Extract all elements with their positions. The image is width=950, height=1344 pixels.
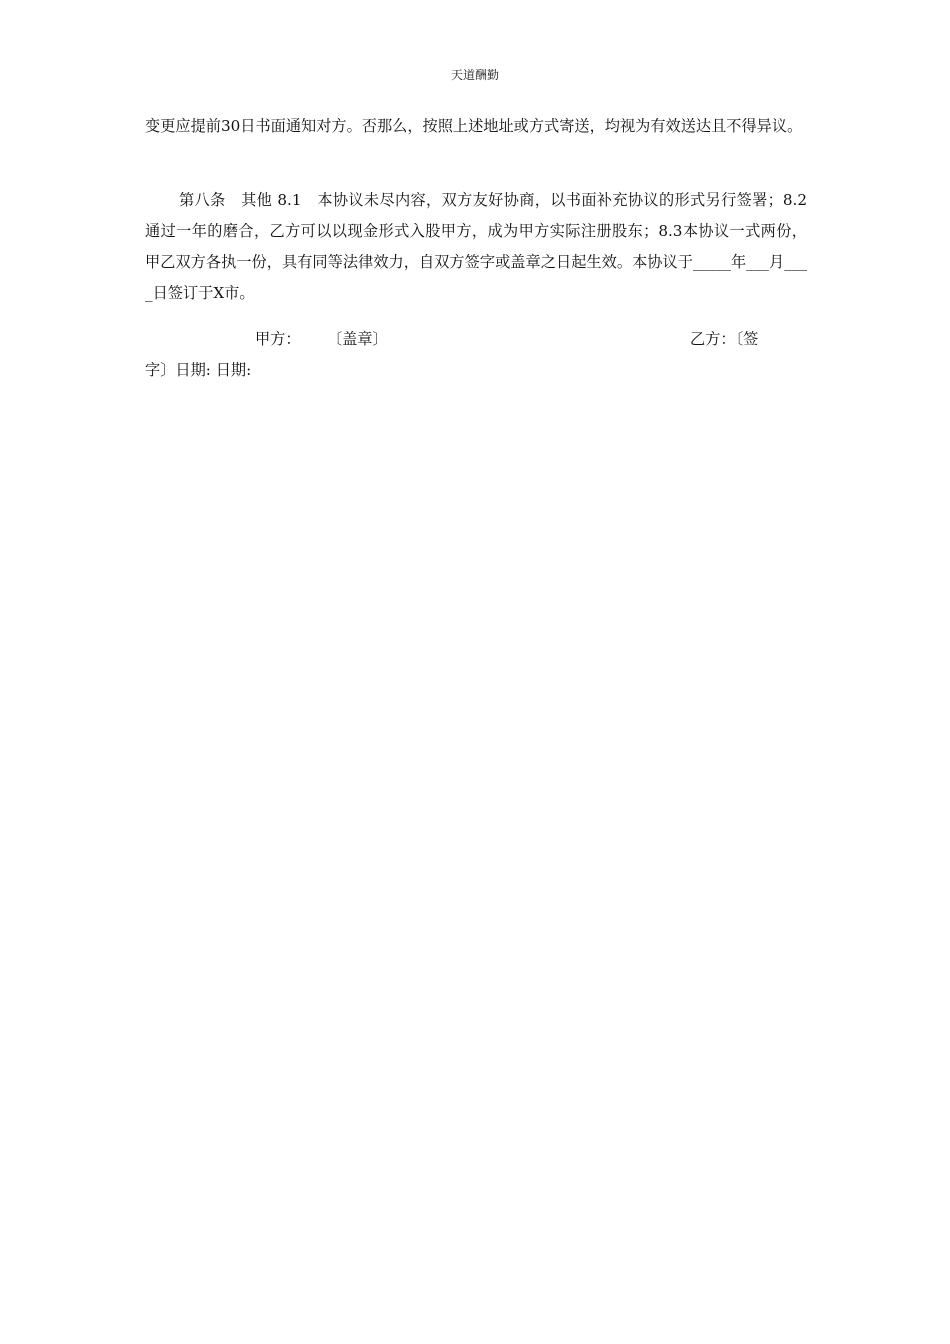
party-a-label: 甲方： (255, 330, 301, 348)
party-b-label: 乙方：〔签 (690, 330, 759, 348)
page-header: 天道酬勤 (450, 68, 499, 82)
party-a-signature (255, 324, 388, 355)
paragraph-article-eight: 第八条 其他 8.1 本协议未尽内容，双方友好协商，以书面补充协议的形式另行签署；8.2通过一年的磨合，乙方可以以现金形式入股甲方，成为甲方实际注册股东；8.3本协议一式两份，甲乙双方各执一份，具有同等法律效力，自双方签字或盖章之日起生效。本协议于_____年___月____日签订于X市。 (145, 191, 807, 302)
party-a-seal: 〔盖章〕 (334, 330, 388, 348)
paragraph-notice-clause: 变更应提前30日书面通知对方。否那么，按照上述地址或方式寄送，均视为有效送达且不得异议。 (145, 117, 803, 135)
party-b-signature (690, 324, 758, 355)
signature-dates: 字〕日期: 日期: (145, 361, 252, 379)
